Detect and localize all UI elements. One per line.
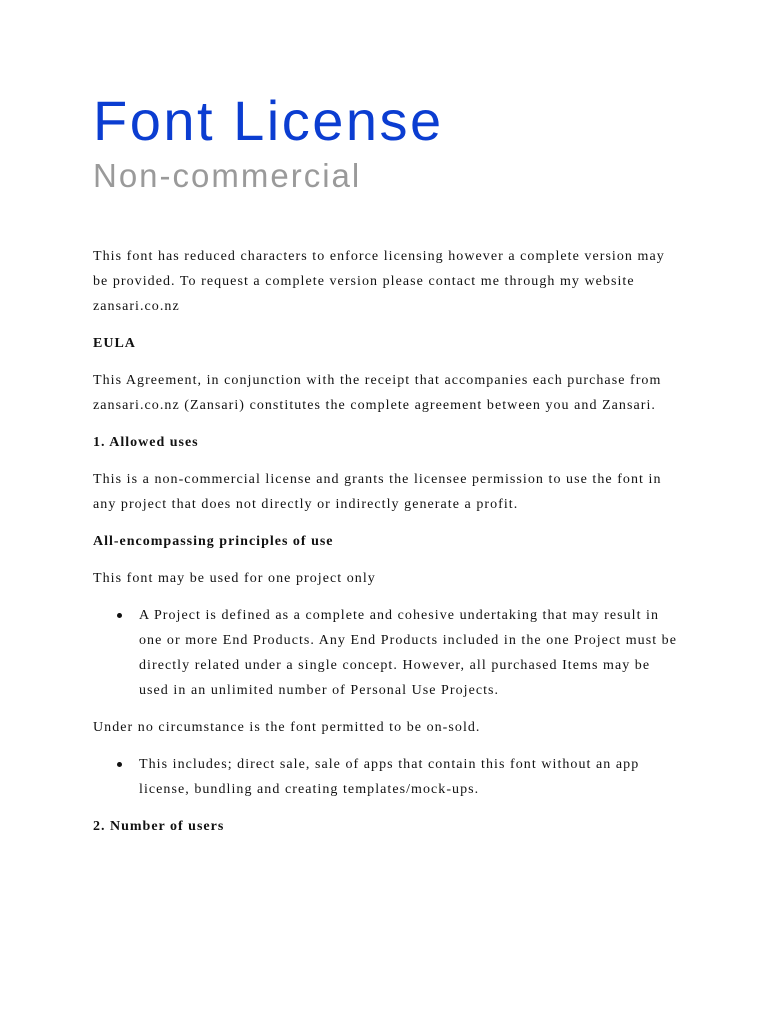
license-document — [93, 88, 683, 839]
page-title: Font License — [93, 89, 444, 152]
eula-heading: EULA — [93, 336, 136, 351]
list-item: This includes; direct sale, sale of apps that contain this font without an app license, bundling and creating templates/mock-ups. — [139, 752, 683, 802]
principles-heading: All-encompassing principles of use — [93, 534, 334, 549]
allowed-uses-heading: 1. Allowed uses — [93, 435, 199, 450]
resale-bullet-list — [93, 752, 683, 802]
intro-paragraph: This font has reduced characters to enforce licensing however a complete version may be provided. To request a complete version please contact me through my website zansari.co.nz — [93, 249, 665, 314]
eula-paragraph: This Agreement, in conjunction with the receipt that accompanies each purchase from zansari.co.nz (Zansari) constitutes the complete agreement between you and Zansari. — [93, 373, 662, 413]
principles-bullet-list — [93, 603, 683, 703]
allowed-uses-paragraph: This is a non-commercial license and grants the licensee permission to use the font in any project that does not directly or indirectly generate a profit. — [93, 472, 662, 512]
list-item: A Project is defined as a complete and cohesive undertaking that may result in one or more End Products. Any End Products included in the one Project must be directly related under a single concept. However, all purchased Items may be used in an unlimited number of Personal Use Projects. — [139, 603, 683, 703]
number-of-users-heading: 2. Number of users — [93, 819, 225, 834]
principles-paragraph: This font may be used for one project only — [93, 571, 376, 586]
resale-paragraph: Under no circumstance is the font permitted to be on-sold. — [93, 720, 481, 735]
page-subtitle: Non-commercial — [93, 157, 362, 194]
